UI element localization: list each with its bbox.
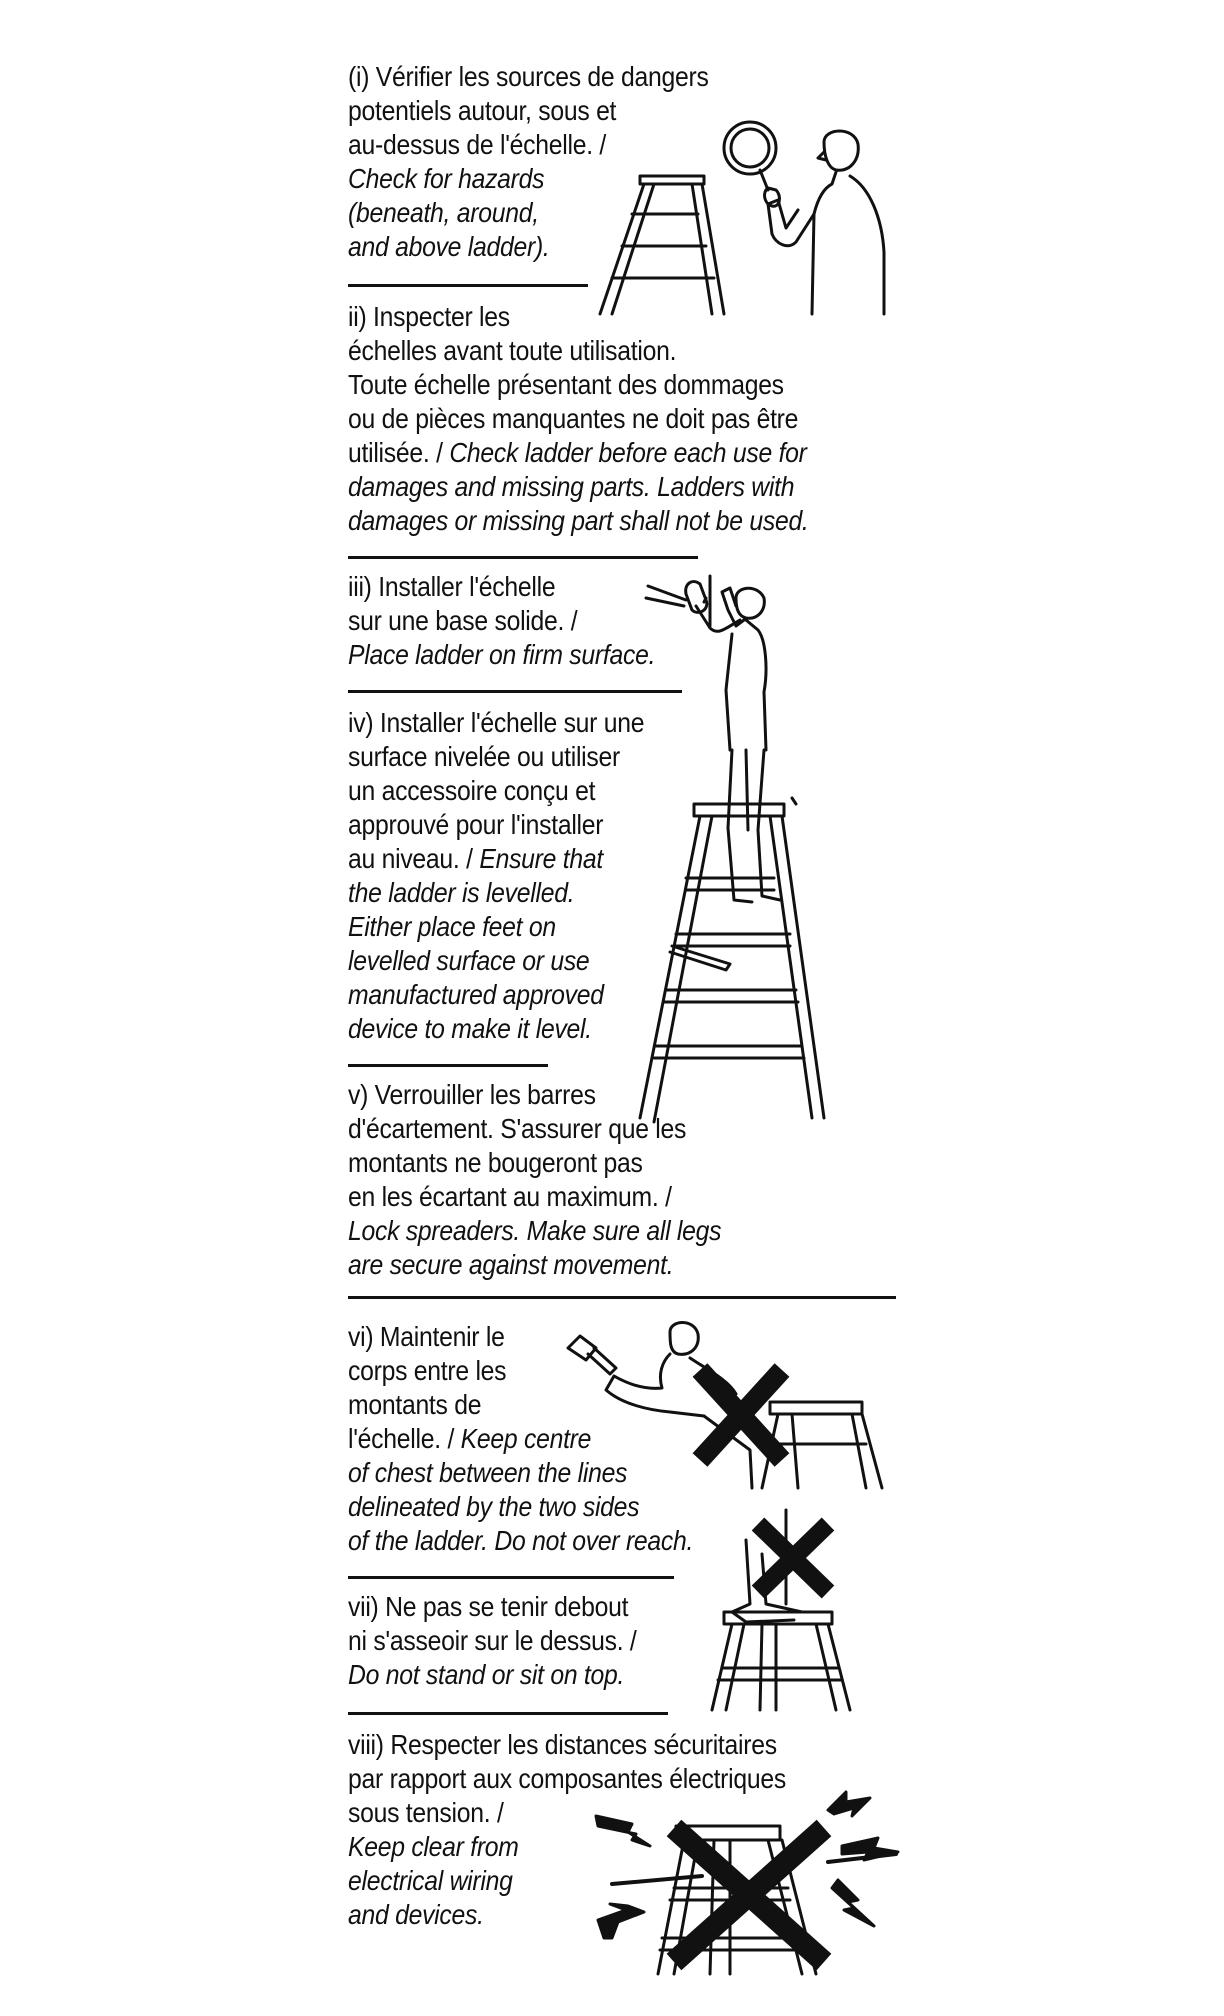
fr-line: d'écartement. S'assurer que les bbox=[348, 1113, 687, 1144]
instruction-vii bbox=[348, 1590, 637, 1692]
overreach-illustration bbox=[566, 1318, 902, 1490]
en-line: delineated by the two sides bbox=[348, 1491, 640, 1522]
prohibited-x-icon bbox=[758, 1524, 828, 1592]
electric-bolt-icon bbox=[596, 1792, 898, 1938]
divider bbox=[348, 284, 588, 287]
fr-line: par rapport aux composantes électriques bbox=[348, 1763, 786, 1794]
en-line: damages and missing parts. Ladders with bbox=[348, 471, 795, 502]
person-inspecting-icon bbox=[765, 131, 884, 314]
fr-line: ni s'asseoir sur le dessus. / bbox=[348, 1625, 637, 1656]
en-line: Check for hazards bbox=[348, 163, 545, 194]
fr-line: sur une base solide. / bbox=[348, 605, 578, 636]
divider bbox=[348, 690, 682, 693]
fr-text: l'échelle. / bbox=[348, 1423, 461, 1454]
paintbrush-icon bbox=[568, 1336, 616, 1374]
electrical-hazard-illustration bbox=[592, 1788, 904, 1976]
fr-line: au-dessus de l'échelle. / bbox=[348, 129, 607, 160]
fr-line: (i) Vérifier les sources de dangers bbox=[348, 61, 709, 92]
en-line: electrical wiring bbox=[348, 1865, 513, 1896]
fr-line: ou de pièces manquantes ne doit pas être bbox=[348, 403, 799, 434]
fr-line: Toute échelle présentant des dommages bbox=[348, 369, 784, 400]
fr-line: viii) Respecter les distances sécuritaires bbox=[348, 1729, 777, 1760]
fr-line: en les écartant au maximum. / bbox=[348, 1181, 672, 1212]
divider bbox=[348, 1576, 674, 1579]
instruction-iii bbox=[348, 570, 655, 672]
en-line: levelled surface or use bbox=[348, 945, 590, 976]
worker-reaching-icon bbox=[696, 588, 780, 902]
en-line: Lock spreaders. Make sure all legs bbox=[348, 1215, 722, 1246]
fr-line: corps entre les bbox=[348, 1355, 507, 1386]
inspect-hazards-illustration bbox=[592, 118, 888, 316]
fr-line: iii) Installer l'échelle bbox=[348, 571, 556, 602]
fr-line: ii) Inspecter les bbox=[348, 301, 510, 332]
instruction-iv bbox=[348, 706, 644, 1046]
en-line: and above ladder). bbox=[348, 231, 550, 262]
en-line: device to make it level. bbox=[348, 1013, 592, 1044]
fr-line: potentiels autour, sous et bbox=[348, 95, 617, 126]
divider bbox=[348, 556, 698, 559]
en-line: Keep clear from bbox=[348, 1831, 519, 1862]
en-line: are secure against movement. bbox=[348, 1249, 674, 1280]
en-line: Do not stand or sit on top. bbox=[348, 1659, 625, 1690]
prohibited-x-icon bbox=[674, 1828, 824, 1962]
ladder-work-illustration bbox=[640, 570, 902, 1132]
fr-line: v) Verrouiller les barres bbox=[348, 1079, 596, 1110]
fr-line: iv) Installer l'échelle sur une bbox=[348, 707, 645, 738]
instruction-ii bbox=[348, 300, 809, 538]
en-line: Place ladder on firm surface. bbox=[348, 639, 656, 670]
fr-line: vii) Ne pas se tenir debout bbox=[348, 1591, 629, 1622]
fr-line: approuvé pour l'installer bbox=[348, 809, 604, 840]
stepladder-icon bbox=[600, 176, 724, 314]
en-line: Either place feet on bbox=[348, 911, 556, 942]
divider bbox=[348, 1296, 896, 1299]
en-line: and devices. bbox=[348, 1899, 484, 1930]
fr-line: surface nivelée ou utiliser bbox=[348, 741, 620, 772]
tall-stepladder-icon bbox=[640, 798, 824, 1122]
en-line: (beneath, around, bbox=[348, 197, 539, 228]
fr-text: utilisée. / bbox=[348, 437, 450, 468]
mixed-line bbox=[348, 842, 644, 876]
en-text: Keep centre bbox=[460, 1423, 592, 1454]
short-stepladder-icon bbox=[712, 1612, 850, 1710]
fr-line: échelles avant toute utilisation. bbox=[348, 335, 677, 366]
ceiling-fixture-icon bbox=[646, 576, 710, 626]
magnifying-glass-icon bbox=[724, 122, 776, 190]
no-stand-on-top-illustration bbox=[706, 1504, 858, 1712]
en-line: of the ladder. Do not over reach. bbox=[348, 1525, 694, 1556]
en-line: of chest between the lines bbox=[348, 1457, 628, 1488]
en-text: Ensure that bbox=[479, 843, 603, 874]
fr-line: montants de bbox=[348, 1389, 482, 1420]
fr-line: un accessoire conçu et bbox=[348, 775, 596, 806]
en-line: damages or missing part shall not be used. bbox=[348, 505, 809, 536]
fr-line: montants ne bougeront pas bbox=[348, 1147, 643, 1178]
fr-line: sous tension. / bbox=[348, 1797, 504, 1828]
divider bbox=[348, 1064, 548, 1067]
mixed-line bbox=[348, 436, 809, 470]
en-text: Check ladder before each use for bbox=[449, 437, 807, 468]
divider bbox=[348, 1712, 668, 1715]
fr-text: au niveau. / bbox=[348, 843, 480, 874]
en-line: the ladder is levelled. bbox=[348, 877, 575, 908]
en-line: manufactured approved bbox=[348, 979, 604, 1010]
fr-line: vi) Maintenir le bbox=[348, 1321, 505, 1352]
